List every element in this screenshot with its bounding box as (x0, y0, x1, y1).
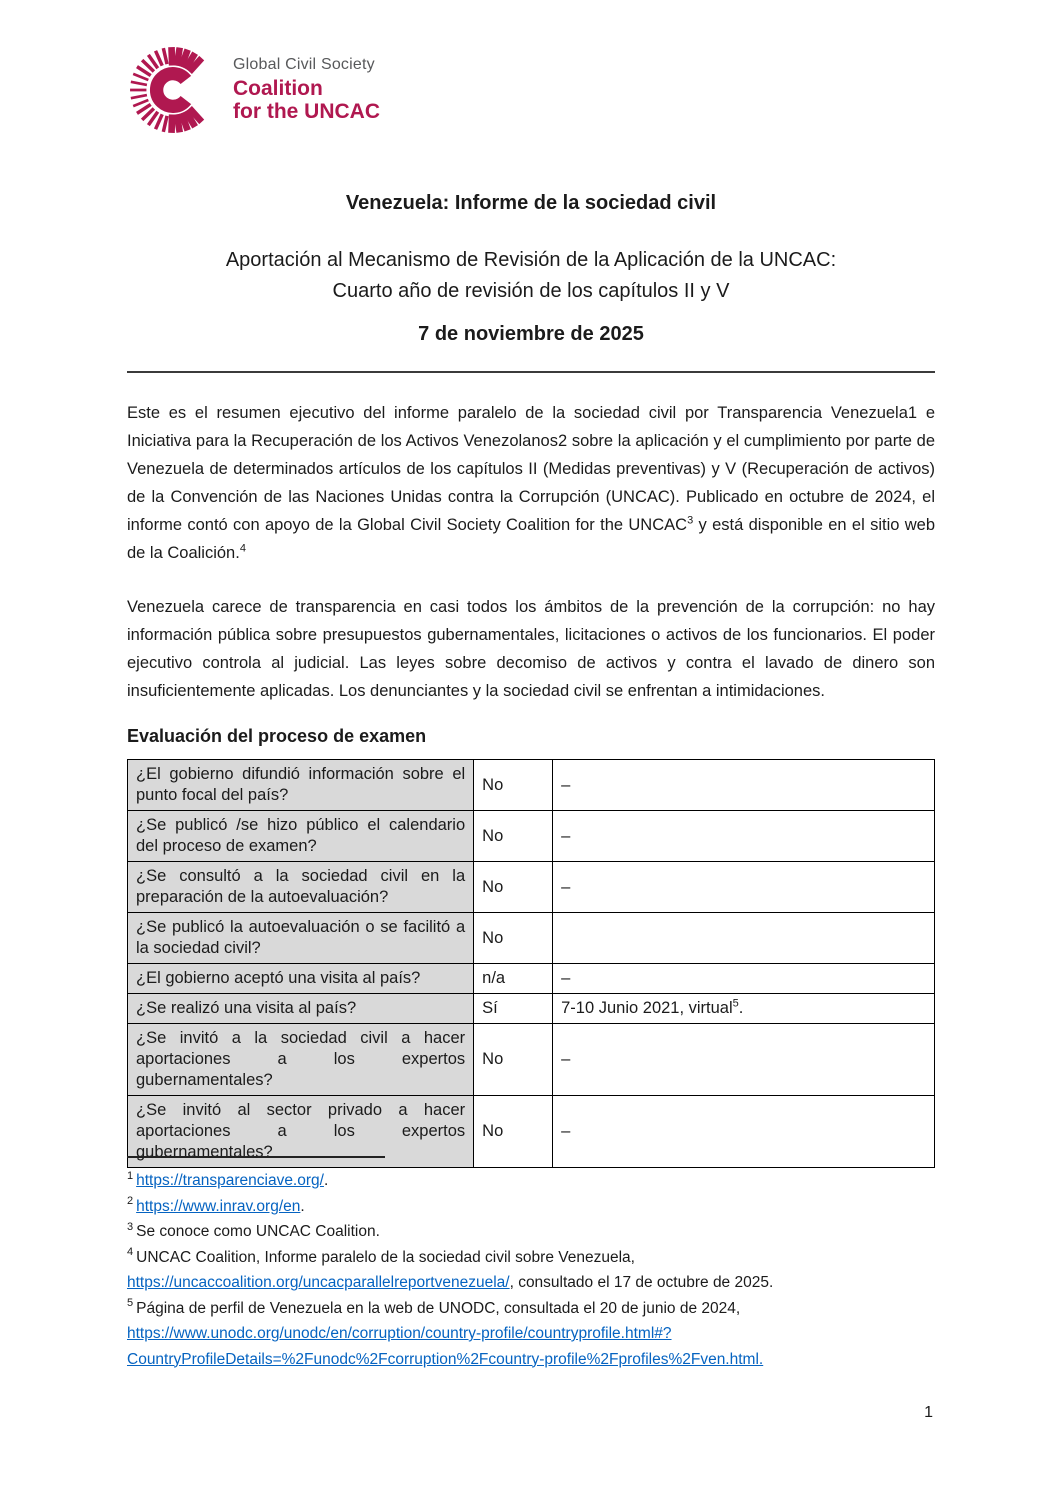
table-row (128, 1024, 935, 1096)
section-heading: Evaluación del proceso de examen (127, 726, 427, 746)
answer-cell: No (474, 760, 553, 811)
footnote-ref: 5 (732, 997, 739, 1010)
notes-cell: – (553, 1024, 935, 1096)
notes-cell: – (553, 964, 935, 994)
question-cell: ¿El gobierno difundió información sobre el punto focal del país? (128, 760, 474, 811)
table-row (128, 913, 935, 964)
table-row (128, 811, 935, 862)
review-table-body (128, 760, 935, 1168)
answer-cell: No (474, 1024, 553, 1096)
answer-cell: n/a (474, 964, 553, 994)
hyperlink[interactable]: https://www.unodc.org/unodc/en/corruption/country-profile/countryprofile.html#?CountryProfileDetails=%2Funodc%2Fcorruption%2Fcountry-profile%2Fprofiles%2Fven.html. (127, 1325, 764, 1368)
table-row (128, 964, 935, 994)
footnotes-list (127, 1168, 935, 1372)
table-row (128, 862, 935, 913)
notes-cell (553, 913, 935, 964)
footnote: $^2$ https://www.inrav.org/en. (127, 1195, 305, 1215)
logo-line-1: Global Civil Society (233, 56, 375, 74)
footnote: $^4$ UNCAC Coalition, Informe paralelo de la sociedad civil sobre Venezuela, https://uncaccoalition.org/uncacparallelreportvenezuela/, consultado el 17 de octubre de 2025. (127, 1246, 774, 1291)
footnote-marker: 1 (127, 1169, 134, 1182)
answer-cell: No (474, 811, 553, 862)
table-row (128, 760, 935, 811)
question-cell: ¿Se invitó al sector privado a hacer aportaciones a los expertos gubernamentales? (128, 1096, 474, 1168)
footnote-separator (127, 1156, 385, 1158)
question-cell: ¿Se invitó a la sociedad civil a hacer aportaciones a los expertos gubernamentales? (128, 1024, 474, 1096)
document-date: 7 de noviembre de 2025 (418, 323, 644, 345)
question-cell: ¿Se publicó la autoevaluación o se facilitó a la sociedad civil? (128, 913, 474, 964)
intro-paragraph: Este es el resumen ejecutivo del informe paralelo de la sociedad civil por Transparencia Venezuela1 e Iniciativa para la Recuperación de los Activos Venezolanos2 sobre la aplicación y el cumplimiento por parte de Venezuela de determinados artículos de los capítulos II (Medidas preventivas) y V (Recuperación de activos) de la Convención de las Naciones Unidas contra la Corrupción (UNCAC). Publicado en octubre de 2024, el informe contó con apoyo de la Global Civil Society Coalition for the UNCAC$^3$ y está disponible en el sitio web de la Coalición.$^4$ (127, 404, 936, 562)
answer-cell: No (474, 1096, 553, 1168)
hyperlink[interactable]: https://uncaccoalition.org/uncacparallelreportvenezuela/ (127, 1274, 510, 1291)
question-cell: ¿El gobierno aceptó una visita al país? (128, 964, 474, 994)
footnote-ref: 3 (687, 514, 694, 527)
document-title: Venezuela: Informe de la sociedad civil (345, 192, 717, 214)
question-cell: ¿Se publicó /se hizo público el calendario del proceso de examen? (128, 811, 474, 862)
document-subtitle (127, 245, 935, 307)
review-process-table (127, 759, 935, 1168)
hyperlink[interactable]: https://transparenciave.org/ (136, 1172, 324, 1189)
logo-line-3: for the UNCAC (233, 100, 380, 124)
answer-cell: Sí (474, 994, 553, 1024)
footnote-marker: 4 (127, 1246, 134, 1259)
subtitle-line-1: Aportación al Mecanismo de Revisión de la Aplicación de la UNCAC: (225, 249, 837, 271)
table-row (128, 994, 935, 1024)
answer-cell: No (474, 913, 553, 964)
footnote-marker: 2 (127, 1195, 134, 1208)
notes-cell: – (553, 862, 935, 913)
footnote-marker: 3 (127, 1220, 134, 1233)
summary-paragraph: Venezuela carece de transparencia en casi todos los ámbitos de la prevención de la corrupción: no hay información pública sobre presupuestos gubernamentales, licitaciones o activos de los funcionarios. El poder ejecutivo controla al judicial. Las leyes sobre decomiso de activos y contra el lavado de dinero son insuficientemente aplicadas. Los denunciantes y la sociedad civil se enfrentan a intimidaciones. (127, 598, 935, 700)
subtitle-line-2: Cuarto año de revisión de los capítulos II y V (332, 280, 730, 302)
footnote-area (127, 1156, 935, 1372)
page-number: 1 (924, 1404, 933, 1421)
notes-cell: – (553, 760, 935, 811)
header-divider (127, 371, 935, 373)
question-cell: ¿Se consultó a la sociedad civil en la preparación de la autoevaluación? (128, 862, 474, 913)
notes-cell: – (553, 811, 935, 862)
notes-cell: – (553, 1096, 935, 1168)
footnote-ref: 4 (239, 542, 246, 555)
footnote: $^5$ Página de perfil de Venezuela en la web de UNODC, consultada el 20 de junio de 2024, https://www.unodc.org/unodc/en/corruption/country-profile/countryprofile.html#?CountryProfileDetails=%2Funodc%2Fcorruption%2Fcountry-profile%2Fprofiles%2Fven.html. (127, 1297, 764, 1368)
footnote-marker: 5 (127, 1297, 134, 1310)
coalition-sunburst-c-icon (127, 44, 219, 136)
footnote: $^3$ Se conoce como UNCAC Coalition. (127, 1220, 380, 1240)
notes-cell: 7-10 Junio 2021, virtual$^5$. (553, 994, 935, 1024)
hyperlink[interactable]: https://www.inrav.org/en (136, 1197, 301, 1215)
answer-cell: No (474, 862, 553, 913)
footnote: $^1$ https://transparenciave.org/. (127, 1169, 329, 1189)
question-cell: ¿Se realizó una visita al país? (128, 994, 474, 1024)
uncac-coalition-logo (127, 45, 935, 135)
logo-line-2: Coalition (233, 76, 323, 100)
